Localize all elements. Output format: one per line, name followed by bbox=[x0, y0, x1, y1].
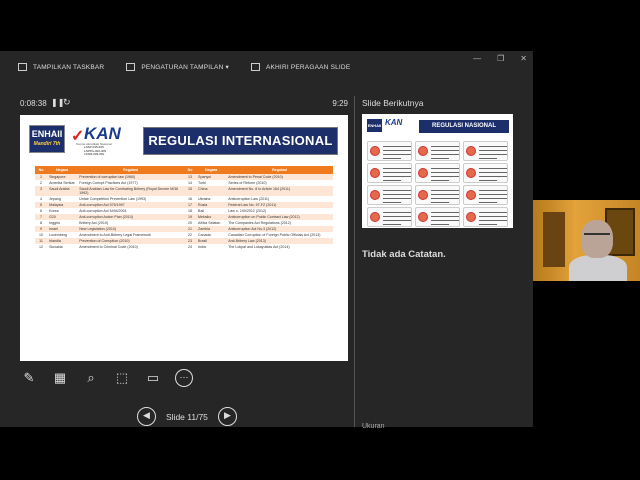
table-cell: 3 bbox=[35, 186, 47, 196]
thumb-text-line bbox=[383, 212, 411, 213]
thumb-badge-icon bbox=[370, 212, 380, 222]
table-cell: Canada bbox=[196, 232, 226, 238]
current-slide[interactable] bbox=[20, 115, 348, 361]
timer-row bbox=[20, 98, 348, 110]
table-cell: Slovakia bbox=[47, 244, 77, 250]
thumb-text-line bbox=[431, 168, 459, 169]
thumb-grid bbox=[367, 141, 508, 227]
thumb-cell bbox=[415, 185, 460, 205]
thumb-text-line bbox=[383, 158, 401, 159]
table-cell: Law n. 190/2012 (2012) bbox=[226, 208, 333, 214]
display-settings-label: PENGATURAN TAMPILAN ▾ bbox=[141, 64, 229, 71]
slide-navigation bbox=[137, 407, 237, 426]
thumb-logo: ENHAII bbox=[367, 119, 382, 132]
table-cell: 6 bbox=[35, 208, 47, 214]
table-cell: Spanyol bbox=[196, 174, 226, 180]
table-cell: 7 bbox=[35, 214, 47, 220]
person-body bbox=[569, 255, 627, 281]
kan-logo bbox=[70, 124, 128, 154]
thumb-cell bbox=[415, 141, 460, 161]
thumb-cell bbox=[463, 185, 508, 205]
monitor-icon bbox=[126, 63, 135, 71]
thumb-text-line bbox=[431, 146, 459, 147]
table-cell: 21 bbox=[184, 226, 196, 232]
thumb-text-line bbox=[383, 194, 411, 195]
thumb-text-line bbox=[479, 212, 507, 213]
check-icon: ✓ bbox=[71, 128, 85, 145]
table-header-row bbox=[35, 166, 333, 174]
table-cell: India bbox=[196, 244, 226, 250]
table-cell: Singapore bbox=[47, 174, 77, 180]
pen-icon[interactable]: ✎ bbox=[23, 370, 35, 385]
thumb-text-line bbox=[383, 220, 411, 221]
thumb-text-line bbox=[383, 176, 411, 177]
table-cell: Amendment to Penal Code (2010) bbox=[226, 174, 333, 180]
thumb-text-line bbox=[479, 146, 507, 147]
thumb-text-line bbox=[431, 194, 459, 195]
table-cell: Israel bbox=[47, 226, 77, 232]
table-cell: 8 bbox=[35, 220, 47, 226]
thumb-text-line bbox=[383, 168, 411, 169]
table-cell: 19 bbox=[184, 214, 196, 220]
thumb-badge-icon bbox=[466, 146, 476, 156]
table-cell: Anticorruption Act No.3 (2012) bbox=[226, 226, 333, 232]
table-cell: Jepang bbox=[47, 196, 77, 202]
slide-sorter-icon[interactable]: ▦ bbox=[53, 370, 67, 385]
thumb-text-line bbox=[479, 220, 507, 221]
table-cell: Anticorruption on Public Contract Law (2012) bbox=[226, 214, 333, 220]
enhaii-logo bbox=[29, 125, 65, 153]
thumb-text-line bbox=[431, 220, 459, 221]
slide-counter[interactable]: Slide 11/75 bbox=[166, 411, 208, 422]
header-country: Negara bbox=[47, 166, 77, 174]
thumb-text-line bbox=[383, 180, 401, 181]
table-cell: Luxemberg bbox=[47, 232, 77, 238]
table-row bbox=[35, 244, 333, 250]
header-no: No bbox=[184, 166, 196, 174]
header-no: No bbox=[35, 166, 47, 174]
panel-divider[interactable] bbox=[354, 96, 355, 427]
thumb-badge-icon bbox=[466, 168, 476, 178]
pointer-icon[interactable]: ⬚ bbox=[115, 370, 129, 385]
table-cell: The Lokpal and Lokayuktas Act (2014) bbox=[226, 244, 333, 250]
table-cell: 4 bbox=[35, 196, 47, 202]
thumb-text-line bbox=[431, 158, 449, 159]
thumb-text-line bbox=[383, 190, 411, 191]
kan-code: LSSP-015-IDN bbox=[84, 145, 104, 149]
kan-subtitle: Komite Akreditasi Nasional bbox=[76, 142, 112, 146]
more-options-icon[interactable]: ⋯ bbox=[175, 369, 193, 387]
clock: 9:29 bbox=[332, 99, 348, 108]
thumb-text-line bbox=[479, 180, 497, 181]
thumb-text-line bbox=[383, 224, 401, 225]
table-cell: Amendment to Criminal Code (2010) bbox=[77, 244, 184, 250]
thumb-text-line bbox=[431, 202, 449, 203]
thumb-cell bbox=[367, 163, 412, 183]
table-cell: Canadian Corruption of Foreign Public Officials Act (2013) bbox=[226, 232, 333, 238]
kan-text: KAN bbox=[84, 124, 121, 143]
table-cell: Bali bbox=[196, 208, 226, 214]
next-slide-thumbnail[interactable] bbox=[362, 114, 513, 228]
table-cell: Saudi Arabian Law for Combating Bribery (Royal Decree M/36 1992) bbox=[77, 186, 184, 196]
thumb-text-line bbox=[479, 154, 507, 155]
thumb-text-line bbox=[479, 150, 507, 151]
display-settings-button[interactable] bbox=[126, 63, 229, 71]
thumb-badge-icon bbox=[466, 190, 476, 200]
thumb-text-line bbox=[383, 172, 411, 173]
thumb-cell bbox=[415, 207, 460, 227]
table-cell: Anti-corruption Action Plan (2010) bbox=[77, 214, 184, 220]
presenter-view bbox=[0, 51, 533, 427]
table-cell: Brazil bbox=[196, 238, 226, 244]
table-cell: 1 bbox=[35, 174, 47, 180]
thumb-badge-icon bbox=[418, 212, 428, 222]
table-cell: 14 bbox=[184, 180, 196, 186]
table-cell: 9 bbox=[35, 226, 47, 232]
thumb-cell bbox=[367, 141, 412, 161]
table-cell: 24 bbox=[184, 244, 196, 250]
slide-tools bbox=[20, 369, 193, 387]
table-cell: Korea bbox=[47, 208, 77, 214]
thumb-text-line bbox=[479, 202, 497, 203]
table-cell: 13 bbox=[184, 174, 196, 180]
thumb-text-line bbox=[431, 172, 459, 173]
notes-text: Tidak ada Catatan. bbox=[362, 249, 446, 260]
kan-codes bbox=[84, 146, 106, 157]
end-show-icon bbox=[251, 63, 260, 71]
restart-timer-icon[interactable]: ↻ bbox=[63, 97, 71, 107]
thumb-text-line bbox=[383, 202, 401, 203]
table-cell: 2 bbox=[35, 180, 47, 186]
thumb-cell bbox=[367, 185, 412, 205]
header-regulation: Regulasi bbox=[77, 166, 184, 174]
thumb-cell bbox=[463, 141, 508, 161]
table-cell: Rusia bbox=[196, 202, 226, 208]
table-cell: Meksiko bbox=[196, 214, 226, 220]
table-cell: 22 bbox=[184, 232, 196, 238]
thumb-text-line bbox=[383, 146, 411, 147]
table-cell: New Legislation (2010) bbox=[77, 226, 184, 232]
table-cell: Anti-Bribery Law (2013) bbox=[226, 238, 333, 244]
thumb-text-line bbox=[479, 194, 507, 195]
previous-slide-button[interactable]: ◀ bbox=[137, 407, 156, 426]
table-cell: Amendment No. 8 to Article 164 (2011) bbox=[226, 186, 333, 196]
thumb-kan: KAN bbox=[385, 118, 403, 127]
table-cell: Series of Reform (2010) bbox=[226, 180, 333, 186]
thumb-text-line bbox=[479, 168, 507, 169]
header-regulation: Regulasi bbox=[226, 166, 333, 174]
slide-title: REGULASI INTERNASIONAL bbox=[143, 127, 338, 155]
webcam-video bbox=[533, 200, 640, 281]
thumb-text-line bbox=[383, 150, 411, 151]
thumb-text-line bbox=[431, 212, 459, 213]
table-cell: 16 bbox=[184, 196, 196, 202]
table-cell: Amerika Serikat bbox=[47, 180, 77, 186]
thumb-badge-icon bbox=[370, 168, 380, 178]
background-shelf bbox=[543, 212, 565, 267]
thumb-text-line bbox=[479, 198, 507, 199]
thumb-text-line bbox=[479, 216, 507, 217]
thumb-text-line bbox=[479, 190, 507, 191]
table-cell: Afrika Selatan bbox=[196, 220, 226, 226]
table-cell: Unfair Competition Prevention Law (1993) bbox=[77, 196, 184, 202]
show-taskbar-label: TAMPILKAN TASKBAR bbox=[33, 63, 105, 71]
logo-text: ENHAII bbox=[31, 129, 63, 139]
next-slide-button[interactable]: ▶ bbox=[218, 407, 237, 426]
thumb-text-line bbox=[431, 216, 459, 217]
table-body bbox=[35, 174, 333, 250]
thumb-badge-icon bbox=[418, 146, 428, 156]
table-cell: Saudi Arabia bbox=[47, 186, 77, 196]
table-cell: Inggris bbox=[47, 220, 77, 226]
kan-code: LSSM-003-IDN bbox=[84, 152, 105, 156]
table-cell: Prevention of Corruption (2010) bbox=[77, 238, 184, 244]
presenter-toolbar bbox=[18, 63, 350, 71]
thumb-text-line bbox=[431, 154, 459, 155]
thumb-text-line bbox=[431, 150, 459, 151]
logo-sub: Mandiri 7th bbox=[33, 141, 61, 147]
table-cell: 10 bbox=[35, 232, 47, 238]
notes-footer: Ukuran bbox=[362, 423, 385, 428]
table-cell: The Companies Act Regulations (2012) bbox=[226, 220, 333, 226]
thumb-text-line bbox=[431, 180, 449, 181]
next-slide-label: Slide Berikutnya bbox=[362, 98, 424, 108]
table-cell: 5 bbox=[35, 202, 47, 208]
person-glasses bbox=[584, 233, 610, 237]
table-cell: Ukraina bbox=[196, 196, 226, 202]
table-cell: Anti-corruption Act 575/1997 bbox=[77, 202, 184, 208]
table-cell: Prevention of corruption law (1960) bbox=[77, 174, 184, 180]
thumb-text-line bbox=[479, 224, 497, 225]
table-cell: 17 bbox=[184, 202, 196, 208]
table-cell: Anticorruption Law (2011) bbox=[226, 196, 333, 202]
thumb-text-line bbox=[479, 172, 507, 173]
elapsed-timer: 0:08:38 bbox=[20, 99, 47, 108]
table-cell: Amendment to Anti-Bribery Legal Framework bbox=[77, 232, 184, 238]
kan-code: LSPPG-002-IDN bbox=[84, 148, 107, 153]
pause-timer-icon[interactable]: ❚❚ bbox=[51, 98, 65, 107]
table-cell: Malaysia bbox=[47, 202, 77, 208]
table-cell: 20 bbox=[184, 220, 196, 226]
thumb-cell bbox=[367, 207, 412, 227]
table-cell: 15 bbox=[184, 186, 196, 196]
table-cell: Anti-corruption Act 6494/2001 bbox=[77, 208, 184, 214]
thumb-text-line bbox=[479, 176, 507, 177]
thumb-cell bbox=[463, 207, 508, 227]
table-cell: G20 bbox=[47, 214, 77, 220]
close-icon[interactable]: ✕ bbox=[520, 54, 527, 63]
table-cell: Zambia bbox=[196, 226, 226, 232]
thumb-text-line bbox=[431, 224, 449, 225]
thumb-text-line bbox=[383, 216, 411, 217]
taskbar-icon bbox=[18, 63, 27, 71]
show-taskbar-button[interactable] bbox=[18, 63, 104, 71]
thumb-badge-icon bbox=[370, 146, 380, 156]
thumb-cell bbox=[415, 163, 460, 183]
table-cell: 12 bbox=[35, 244, 47, 250]
table-cell: Federal Law No. 97-FZ (2011) bbox=[226, 202, 333, 208]
thumb-text-line bbox=[479, 158, 497, 159]
thumb-text-line bbox=[431, 190, 459, 191]
table-cell: 18 bbox=[184, 208, 196, 214]
table-cell: China bbox=[196, 186, 226, 196]
subtitles-icon[interactable]: ▭ bbox=[146, 370, 160, 385]
thumb-badge-icon bbox=[418, 168, 428, 178]
table-cell: Bribery Act (2010) bbox=[77, 220, 184, 226]
thumb-text-line bbox=[383, 154, 411, 155]
table-row bbox=[35, 186, 333, 196]
zoom-icon[interactable]: ⌕ bbox=[87, 370, 95, 385]
thumb-badge-icon bbox=[418, 190, 428, 200]
table-cell: Irlandia bbox=[47, 238, 77, 244]
minimize-icon[interactable]: — bbox=[473, 54, 482, 63]
regulation-table bbox=[35, 166, 333, 250]
table-cell: 11 bbox=[35, 238, 47, 244]
window-controls bbox=[473, 54, 527, 63]
table-cell: Turki bbox=[196, 180, 226, 186]
thumb-text-line bbox=[383, 198, 411, 199]
thumb-cell bbox=[463, 163, 508, 183]
table-cell: Foreign Corrupt Practices Act (1977) bbox=[77, 180, 184, 186]
end-slideshow-button[interactable] bbox=[251, 63, 350, 71]
header-country: Negara bbox=[196, 166, 226, 174]
person-head bbox=[581, 220, 613, 258]
thumb-badge-icon bbox=[466, 212, 476, 222]
thumb-badge-icon bbox=[370, 190, 380, 200]
thumb-text-line bbox=[431, 198, 459, 199]
end-slideshow-label: AKHIRI PERAGAAN SLIDE bbox=[265, 63, 351, 71]
thumb-title: REGULASI NASIONAL bbox=[419, 120, 509, 133]
table-cell: 23 bbox=[184, 238, 196, 244]
restore-icon[interactable]: ❐ bbox=[497, 54, 505, 63]
thumb-text-line bbox=[431, 176, 459, 177]
